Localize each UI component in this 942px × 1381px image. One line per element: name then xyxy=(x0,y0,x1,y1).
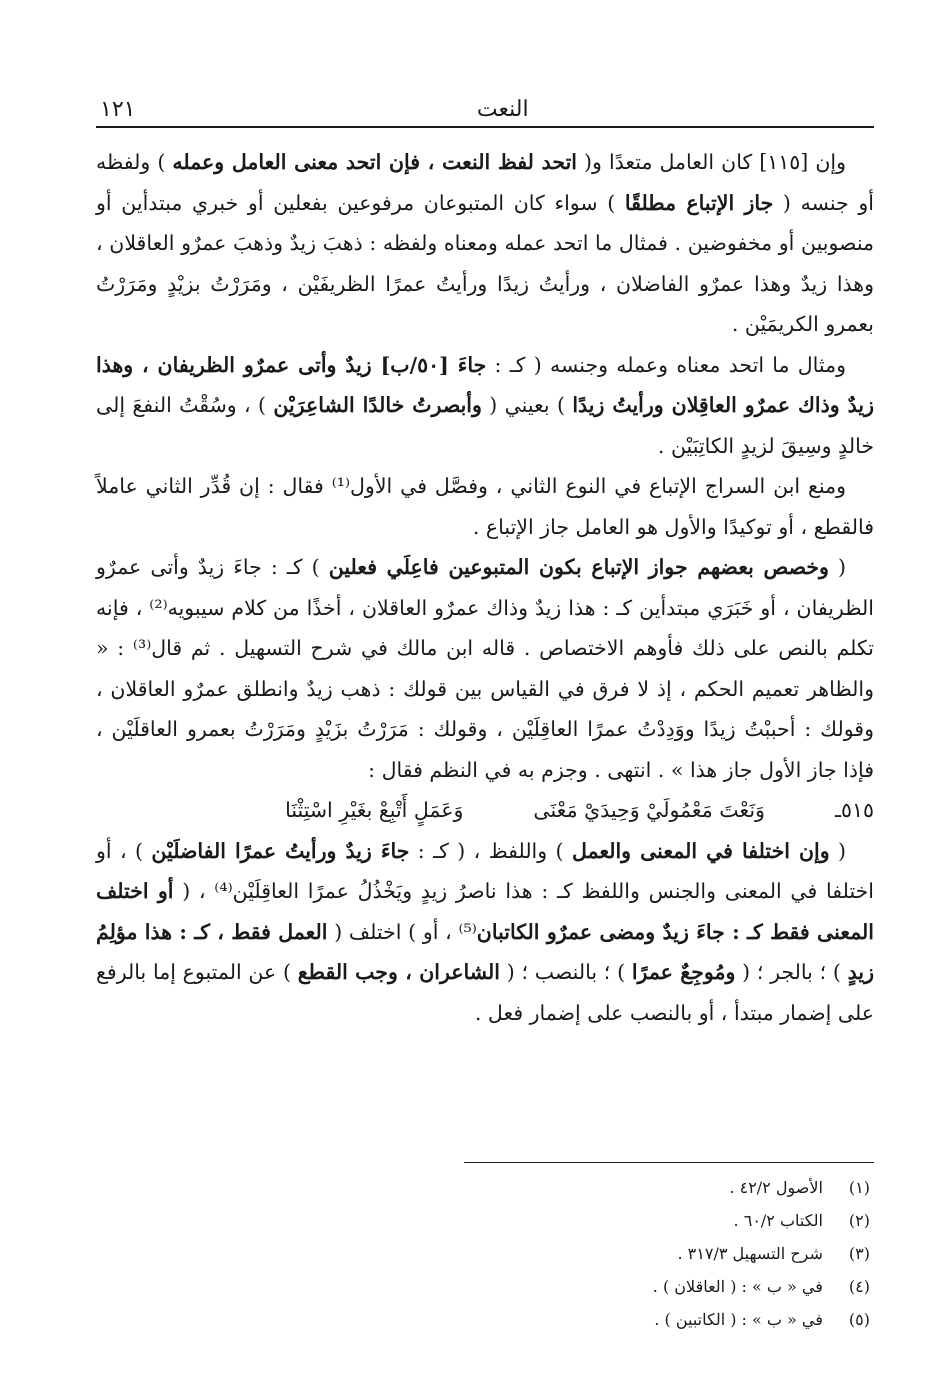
footnote xyxy=(96,1270,874,1303)
verse-number: ٥١٥ـ xyxy=(834,798,874,822)
text-run: ) كـ : جاءَ زيدٌ وأتى عمرٌو الظريفان ، أو خَبَرَي مبتدأين كـ : هذا زيدٌ وذاك عمرٌو العاقلان ، أخذًا من كلام سيبويه⁽²⁾ ، فإنه تكلم بالنص على ذلك فأوهم الاختصاص . قاله ابن مالك في شرح التسهيل . ثم قال⁽³⁾ : « والظاهر تعميم الحكم ، إذ لا فرق في القياس بين قولك : ذهب زيدٌ وانطلق عمرٌو العاقلان ، وقولك : أحببْتُ زيدًا ووَدِدْتُ عمرًا العاقِلَيْن ، وقولك : مَرَرْتُ بزَيْدٍ ومَرَرْتُ بعمرو العاقلَيْن ، فإذا جاز الأول جاز هذا » . انتهى . وجزم به في النظم فقال : xyxy=(96,555,875,782)
paragraph xyxy=(96,547,874,790)
bold-text-run: وأبصرتُ خالدًا الشاعِرَيْن xyxy=(273,393,482,417)
bold-text-run: ومُوجِعٌ عمرًا xyxy=(631,960,736,984)
footnote xyxy=(96,1237,874,1270)
paragraph xyxy=(96,466,874,547)
paragraph xyxy=(96,142,874,345)
verse-first-hemistich: وَنَعْتَ مَعْمُولَيْ وَحِيدَيْ مَعْنَى xyxy=(533,798,765,822)
footnote-number: (٢) xyxy=(848,1211,870,1230)
footnote-number: (٤) xyxy=(848,1277,870,1296)
bold-text-run: جاءَ زيدٌ ورأيتُ عمرًا الفاضلَيْن xyxy=(151,838,410,863)
text-run: ) ، وسُقْتُ النفعَ إلى خالدٍ وسِيقَ لزيدٍ الكاتِبَيْن . xyxy=(96,393,874,458)
verse-line xyxy=(96,790,874,831)
footnote-text: شرح التسهيل ٣١٧/٣ . xyxy=(677,1244,823,1263)
running-header xyxy=(96,82,874,128)
bold-text-run: وإن اختلفا في المعنى والعمل xyxy=(571,838,830,863)
footnote xyxy=(96,1171,874,1204)
footnote-divider xyxy=(464,1162,874,1163)
text-run: ) بعيني ( xyxy=(481,393,573,417)
text-run: ) ؛ بالنصب ؛ ( xyxy=(499,960,632,984)
chapter-title: النعت xyxy=(476,97,529,122)
text-run: ومنع ابن السراج الإتباع في النوع الثاني ، وفصَّل في الأول⁽¹⁾ فقال : إن قُدِّر الثاني عاملاً فالقطع ، أو توكيدًا والأول هو العامل جاز الإتباع . xyxy=(96,474,874,539)
bold-text-run: العمل فقط ، كـ : هذا مؤلِمُ زيدٍ xyxy=(96,919,875,984)
text-run: ) عن المتبوع إما بالرفع على إضمار مبتدأ ، أو بالنصب على إضمار فعل . xyxy=(96,960,874,1025)
text-run: ) سواء كان المتبوعان مرفوعين بفعلين أو خبري مبتدأين أو منصوبين أو مخفوضين . فمثال ما اتحد عمله ومعناه ولفظه : ذهبَ زيدٌ وذهبَ عمرٌو العاقلان ، وهذا زيدٌ وهذا عمرٌو الفاضلان ، ورأيتُ زيدًا ورأيتُ عمرًا الظريفَيْن ، ومَرَرْتُ بزيْدٍ ومَرَرْتُ بعمرو الكريمَيْن . xyxy=(96,190,874,336)
footnotes xyxy=(96,1162,874,1336)
footnote xyxy=(96,1204,874,1237)
text-run: ومثال ما اتحد معناه وعمله وجنسه ( كـ : xyxy=(486,352,846,377)
text-run: ) ولفظه أو جنسه ( xyxy=(96,150,874,215)
body-text xyxy=(96,142,874,1033)
footnote-number: (٥) xyxy=(848,1310,870,1329)
bold-text-run: جاز الإتباع مطلقًا xyxy=(624,190,774,215)
footnote-text: في « ب » : ( العاقلان ) . xyxy=(652,1277,823,1296)
paragraph xyxy=(96,831,874,1034)
bold-text-run: اتحد لفظ النعت ، فإن اتحد معنى العامل وعمله xyxy=(172,150,577,174)
footnote-number: (٣) xyxy=(848,1244,870,1263)
footnote-text: في « ب » : ( الكاتبين ) . xyxy=(654,1310,823,1329)
paragraph xyxy=(96,345,874,467)
verse-second-hemistich: وَعَمَلٍ أَتْبِعْ بغَيْرِ اسْتِثْنَا xyxy=(285,798,464,822)
page-number: ١٢١ xyxy=(100,97,136,122)
bold-text-run: أو اختلف المعنى فقط كـ : جاءَ زيدٌ ومضى عمرٌو الكاتبان xyxy=(96,879,874,944)
footnote-number: (١) xyxy=(848,1178,870,1197)
bold-text-run: جاءَ [٥٠/ب] زيدٌ وأتى عمرٌو الظريفان ، وهذا زيدٌ وذاك عمرٌو العاقِلان ورأيتُ زيدًا xyxy=(96,352,874,417)
text-run: ) واللفظ ، ( كـ : xyxy=(409,838,572,863)
footnote xyxy=(96,1303,874,1336)
text-run: ) ، أو اختلفا في المعنى والجنس واللفظ كـ : هذا ناصرُ زيدٍ ويَخْذُلُ عمرًا العاقِلَيْن⁽⁴⁾ ، ( xyxy=(96,838,875,903)
text-run: ) ؛ بالجر ؛ ( xyxy=(735,960,848,984)
bold-text-run: وخصص بعضهم جواز الإتباع بكون المتبوعين فاعِلَي فعلين xyxy=(328,555,829,579)
text-run: ( xyxy=(829,838,847,863)
bold-text-run: الشاعران ، وجب القطع xyxy=(297,960,500,984)
text-run: ( xyxy=(828,555,847,579)
footnote-text: الأصول ٤٢/٢ . xyxy=(729,1178,823,1197)
text-run: ⁽⁵⁾ ، أو ) اختلف ( xyxy=(327,919,477,944)
footnote-text: الكتاب ٦٠/٢ . xyxy=(733,1211,823,1230)
text-run: وإن [١١٥] كان العامل متعدًا و( xyxy=(576,150,846,174)
